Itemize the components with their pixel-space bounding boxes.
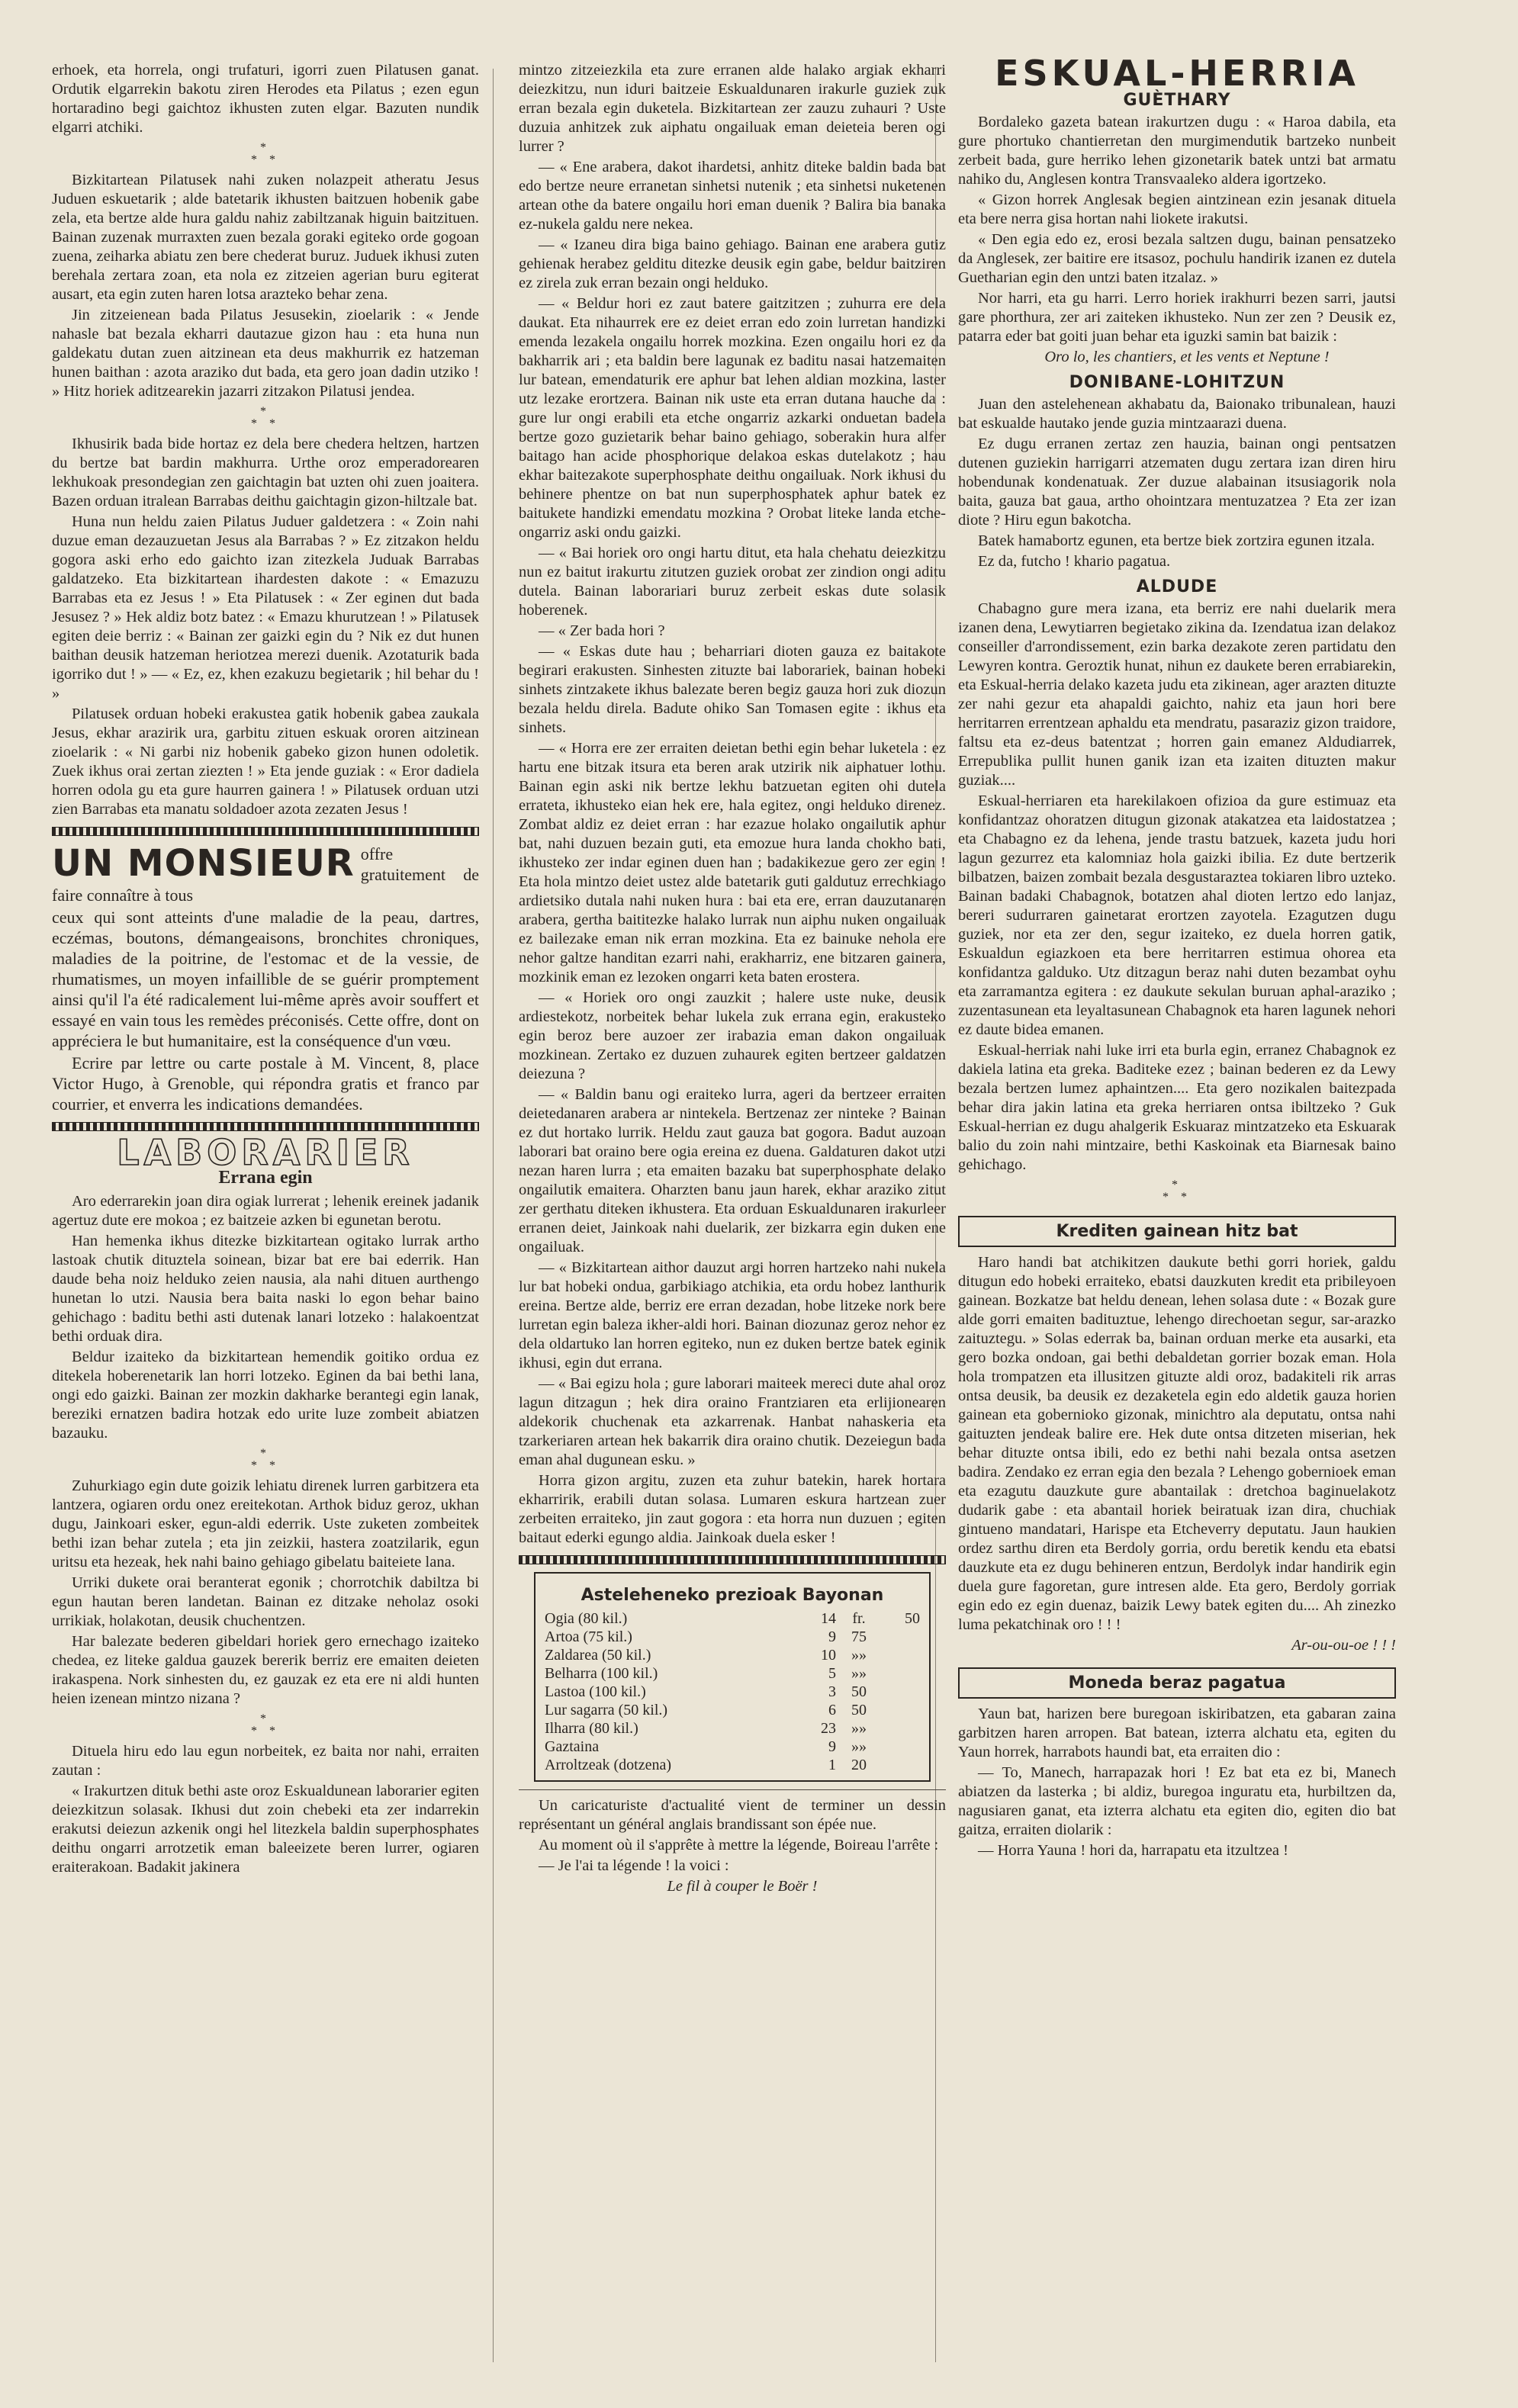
- article-text: Batek hamabortz egunen, eta bertze biek zortzira egunen itzala.: [978, 532, 1375, 549]
- article-text: Yaun bat, harizen bere buregoan iskiribatzen, eta gabaran zaina garbitzen haren arropen. Bat batean, izterra alchatu eta, egiten du Yaun horrek, harrabots haundi bat, eta erraiten dio :: [958, 1706, 1396, 1760]
- price-item-name: Ilharra (80 kil.): [545, 1720, 638, 1737]
- article-text: « Gizon horrek Anglesak begien aintzinean ezin jesanak dituela eta bere nerra gisa hortan nahi liokete irakutsi.: [958, 191, 1396, 227]
- article-text: — Horra Yauna ! hori da, harrapatu eta itzultzea !: [978, 1842, 1288, 1859]
- price-item-name: Arroltzeak (dotzena): [545, 1757, 672, 1773]
- article-text: — « Bai horiek oro ongi hartu ditut, eta hala chehatu deiezkitzu nun ez baitut irakurtu zitutzen guziek orobat zer zindion ongi aditu dutela. Bainan laborariari buruz zerbeit eskas dute solasik hoberenek.: [519, 545, 946, 619]
- price-item-value: 3: [828, 1683, 836, 1700]
- column-2: [519, 61, 946, 1898]
- price-item-name: Lastoa (100 kil.): [545, 1683, 646, 1700]
- asterism: * * *: [251, 1712, 280, 1738]
- article-text: Huna nun heldu zaien Pilatus Juduer galdetzera : « Zoin nahi duzue eman dezauzuetan Jesus ala Barrabas ? » Ez zitzakon heldu gogora aski erho edo gaichto izan zitezkela Juduak Barrabas galdatzeko. Eta bizkitartean ihardesten dakote : « Emazuzu Barrabas eta ez Jesus ! » Eta Pilatusek : « Zer eginen dut bada Jesusez ? » Hek aldiz botz batez : « Emazu khurutzean ! » Pilatusek egiten deie berriz : « Bainan zer gaizki egin du ? Nik ez dut hunen baithan deusik hatzeman heriotzea merezi duenik. Azotaturik bada igorriko dut ! » — « Ez, ez, khen ezakuzu begietarik ; hil behar du ! »: [52, 513, 479, 702]
- price-row: [545, 1756, 920, 1774]
- article-text: Nor harri, eta gu harri. Lerro horiek irakhurri bezen sarri, jautsi gare phorthura, zer ari zaiteken ikhusteko. Nun zer zen ? Deusik ez, patarra eder bat goiti juan behar eta iguzki samin bat baizik :: [958, 290, 1396, 345]
- price-item-cents: [882, 1719, 920, 1738]
- divider: [519, 1789, 946, 1790]
- price-rows: [545, 1609, 920, 1774]
- price-item-value: 9: [828, 1738, 836, 1755]
- article-text: — « Bizkitartean aithor dauzut argi horren hartzeko nahi nukela lur bat hobeki ondua, garbikiago atchikia, eta ordu hobez lanthurik ereina. Bertze alde, berriz ere erran dezadan, hobe litzeke nork bere lurretan egin baleza ikher-aldi hori. Bainan diozunaz geroz nehor ez dela oldartuko lan horren egiteko, nun ez duken bertze batek eginik ikhusi, egin dut errana.: [519, 1259, 946, 1371]
- article-text: — « Eskas dute hau ; beharriari dioten gauza ez baitakote begirari erakusten. Sinhesten zituzte bai laborariek, bainan hobeki sinhets zintzakete ikhus balezate beren begiz gauza hori zuk diozun bezala heldu direla. Badute ohiko San Tomasen egite : ikhus eta sinhets.: [519, 643, 946, 736]
- boxed-title: [958, 1667, 1396, 1699]
- section-title-guethary: GUÈTHARY: [1123, 91, 1231, 110]
- article-text: mintzo zitzeiezkila eta zure erranen alde halako argiak ekharri deiezkitzu, nun iduri baitzeie Eskualdunaren irakurle guziek zuk erran bezala egin duketela. Bizkitartean zer zauzu zuhauri ? Uste duzuia anhitzek zuk aiphatu ongailuak eman deieteia beren ogi lurrer ?: [519, 62, 946, 155]
- price-item-cents: [882, 1701, 920, 1719]
- article-text: Haro handi bat atchikitzen daukute bethi gorri horiek, galdu ditugun edo hobeki erraiteko, ebatsi dauzkuten kredit eta pribileyoen gainean. Bozkatze bat heldu denean, lehen solasa dute : « Bozak gure alde gorri emaiten badituztue, lehengo direchoetan segur, sar-arazko zaituztegu. » Solas ederrak ba, bainan orduan merke eta ausarki, eta gero bozka ondoan, gai bethi debaldetan gorrier bozak eman. Hola hola trompatzen eta illusitzen gituzte aldi oroz, badakiteli rik arras ontsa deusik, ba deusik ez dezaketela egin edo aldetik gauza horien gainean eta gobernioko gizonak, minichtro ala deputatu, ontsa nahi gaituzten jendeak balire ere. Hek dute ontsa ditzeten miserian, hek behar dituzte ontsa ibili, edo ez bethi nahi bezala ontsa asetzen badira. Zendako ez erran egia den bezala ? Lehengo gobernioek eman eta ezagutu dauzkute gure abantailak : dretchoa baginuelakotz dudarik gabe : eta abantail horiek beiratuak izan dira, chuchiak gintueno mandatari, Harispe eta Etcheverry deputatu. Jaun haukien ordez sarthu diren eta Berdoly gorria, ordu beretik kendu eta ebatsi dauzkute eta ez dugu behineren entzun, Berdolyk indar handirik egin duela gure fagoretan, gure intresen alde. Eta gero, Berdoly gorriak egin edo ez egin duenaz, baizik Lewy batek egiten du.... Ah zinezko luma pekatchinak oro ! ! !: [958, 1254, 1396, 1633]
- price-item-name: Lur sagarra (50 kil.): [545, 1702, 668, 1718]
- article-text: Aro ederrarekin joan dira ogiak lurrerat ; lehenik ereinek jadanik agertuz dute ere mokoa ; ez baitzeie azken bi egunetan berotu.: [52, 1193, 479, 1229]
- column-rule: [493, 69, 494, 2362]
- price-item-cents: [882, 1738, 920, 1756]
- section-title-kredit: Krediten gainean hitz bat: [1056, 1222, 1298, 1241]
- asterism: * * *: [251, 1447, 280, 1472]
- price-item-cents: [882, 1664, 920, 1683]
- price-item-value: 14: [821, 1610, 836, 1627]
- price-row: [545, 1683, 920, 1701]
- article-text: Bizkitartean Pilatusek nahi zuken nolazpeit atheratu Jesus Juduen eskuetarik ; alde batetarik ikhusten baitzuen hobenik gabe zela, eta bertze alde hura galdu nahiz zabiltzanak higuin baitzituen. Bainan zuzenak murraxten zuen bezala goraki egiteko orde gogoan zuena, zeiharka abiatu zen bere chederat buruz. Juduek ikhusi zuten berehala zertara zoan, eta nola ez zitzeien agerian buru egiterat ausart, eta egin zuten haren lotsa arazteko behar zena.: [52, 172, 479, 303]
- price-item-value: 6: [828, 1702, 836, 1718]
- article-text: Juan den astelehenean akhabatu da, Baionako tribunalean, hauzi bat eskualde hautako jende guzia mintzaarazi duena.: [958, 396, 1396, 432]
- article-text: Zuhurkiago egin dute goizik lehiatu direnek lurren garbitzera eta lantzera, ogiaren ordu onez ereitekotan. Arthok biduz geroz, ukhan dugu, Jainkoari esker, egun-aldi ederrik. Uste zuketen zombeitek bethi izan behar zutela ; eta jin zeizkii, hastera zoatzilarik, egun uritsu eta hezeak, hek nahi baino gehiago gibelatu baiteiete lana.: [52, 1477, 479, 1571]
- price-item-unit: »»: [851, 1665, 867, 1682]
- boxed-title: [958, 1216, 1396, 1247]
- article-text: Ez da, futcho ! khario pagatua.: [978, 553, 1171, 570]
- price-item-unit: 50: [851, 1683, 867, 1700]
- article-text: Dituela hiru edo lau egun norbeitek, ez baita nor nahi, erraiten zautan :: [52, 1743, 479, 1779]
- ad-lead: offre gratuitement de faire connaître à tous: [52, 844, 479, 905]
- article-text: Ikhusirik bada bide hortaz ez dela bere chedera heltzen, hartzen du bertze bat bardin makhurra. Urthe oroz emperadorearen lekhukoak presondegian zen gaichtagin bat uzten ohi zuen joaitera. Bazen orduan itralean Barrabas deithu gaichtagin gizon-hiltzale bat.: [52, 436, 479, 510]
- section-title-donibane: DONIBANE-LOHITZUN: [1069, 373, 1285, 392]
- section-title: LABORARIER: [117, 1132, 414, 1173]
- ad-headline: UN MONSIEUR: [52, 842, 355, 885]
- article-text: « Irakurtzen dituk bethi aste oroz Eskualdunean laborarier egiten deiezkitzun solasak. Ikhusi dut zoin chebeki eta zer indarrekin erakutsi deiezun azkenik ongi hel litezkela baldin superphosphates deithu ongarri arrotzetik eman baleeizete beren lurrer, ogiaren eraiterakoan. Badakit jakinera: [52, 1783, 479, 1876]
- masthead: ESKUAL-HERRIA: [995, 53, 1359, 94]
- section-divider: [52, 1122, 479, 1131]
- anecdote-text: Un caricaturiste d'actualité vient de terminer un dessin représentant un général anglais brandissant son épée nue.: [519, 1797, 946, 1833]
- section-divider: [52, 827, 479, 836]
- signature: Ar-ou-ou-oe ! ! !: [1291, 1637, 1396, 1654]
- price-item-value: 9: [828, 1628, 836, 1645]
- price-row: [545, 1701, 920, 1719]
- article-text: Har balezate bederen gibeldari horiek gero ernechago izaiteko chedea, ez liteke galdua gauzek bererik berriz ere emaiten deieten irakaspena. Nork sinhesten du, ez gauzak ez eta ere ni aldi hunten heien izenean mintzo nizana ?: [52, 1633, 479, 1707]
- verse-line: Oro lo, les chantiers, et les vents et Neptune !: [1044, 349, 1330, 365]
- column-3: [958, 53, 1396, 1862]
- price-item-unit: fr.: [852, 1610, 866, 1627]
- price-item-unit: »»: [851, 1720, 867, 1737]
- article-text: Han hemenka ikhus ditezke bizkitartean ogitako lurrak artho lastoak chutik dituztela soinean, bizar bat ere bai ederrik. Han daude beha noiz helduko zeien nausia, ala nahi dituen aurthengo hunetan lo utzi. Nausia bera baita naski lo egon behar baino gehichago : baditu bethi asti dutenak lanari lotzeko : halakoentzat bethi orduak dira.: [52, 1233, 479, 1345]
- article-text: — « Zer bada hori ?: [539, 622, 665, 639]
- article-text: — « Horra ere zer erraiten deietan bethi egin behar luketela : ez hartu ene bitzak itsura eta beren arak utzirik nik aiphatuer lothu. Bainan egin aski nik bertze lekhu batzuetan egiten ohi dutela errateta, ikhusteko eian hek ere, hala egitez, ongi helduko direnez. Zombat aldiz ez deiet erran : har ezazue holako ongailutik aphur bat, nahi duzuen bezain guti, eta emozue hura landa chokho bati, ikhusteko zer indar eginen duen han ; badakikezue gero zer egin ! Eta hola mintzo deiet ustez alde batetarik guti galdutuz errechkiago ardietsiko dutala nahi nuken hura : bai eta ere, erran dauzutanaren arabera, gertha baititezke halako lurrak nun aiphu nuken ongailuak ez bailezake eman nik erran mozkina. Eta ez bainuke nehola ere nehor galtze handitan ezarri nahi, erakharriz, ene bitzaren gainera, mozkinik eman ez lezoken ongarri keta baten erostera.: [519, 740, 946, 985]
- article-text: erhoek, eta horrela, ongi trufaturi, igorri zuen Pilatusen ganat. Ordutik elgarrekin bakotu ziren Herodes eta Pilatus ; ezen egun hortaradino begi gaichtoz ikhusten zuten elgar. Bazuten nundik elgarri atchiki.: [52, 62, 479, 136]
- price-row: [545, 1628, 920, 1646]
- price-item-name: Zaldarea (50 kil.): [545, 1647, 651, 1664]
- price-item-unit: 75: [851, 1628, 867, 1645]
- price-item-name: Belharra (100 kil.): [545, 1665, 658, 1682]
- ad-contact: Ecrire par lettre ou carte postale à M. Vincent, 8, place Victor Hugo, à Grenoble, qui répondra gratis et franco par courrier, et enverra les indications demandées.: [52, 1053, 479, 1114]
- column-1: [52, 61, 479, 1879]
- price-item-unit: 50: [851, 1702, 867, 1718]
- price-row: [545, 1609, 920, 1628]
- price-row: [545, 1664, 920, 1683]
- ad-body: ceux qui sont atteints d'une maladie de la peau, dartres, eczémas, boutons, démangeaisons, bronchites chroniques, maladies de la poitrine, de l'estomac et de la vessie, de rhumatismes, un moyen infaillible de se guérir promptement ainsi qu'il l'a été radicalement lui-même après avoir souffert et essayé en vain tous les remèdes préconisés. Cette offre, dont on appréciera le but humanitaire, est la conséquence d'un vœu.: [52, 908, 479, 1050]
- price-item-unit: »»: [851, 1738, 867, 1755]
- section-title-aldude: ALDUDE: [1136, 577, 1218, 596]
- price-item-cents: [882, 1756, 920, 1774]
- article-text: — « Bai egizu hola ; gure laborari maiteek mereci dute ahal oroz lagun ditzagun ; hek dira oraino Frantziaren eta erlijionearen aldekorik chuchenak eta azkarrenak. Hanbat nahaskeria eta tzarkeriaren artean hek bakarrik dira oraino chutik. Dezeiegun bada eman ahal dugunean esku. »: [519, 1375, 946, 1468]
- article-text: Chabagno gure mera izana, eta berriz ere nahi duelarik mera izanen dena, Lewytiarren begietako zikina da. Izendatua izan delakoz conseiller d'arrondissement, ezin barka dezakote zeren partidatu den Lewyren kontra. Geroztik hunat, nihun ez daukete beren errabiarekin, eta Eskual-herria delako kazeta judu eta zikinean, ager arazten dituzte zer nahi gezur eta ahapaldi gaichto, nahiz eta jaun hori bere herritarren errentzean aphaldu eta mendratu, pasaraziz gizon traidore, faltsu eta ez-deus batentzat ; horren gain emanez Aldudiarrek, Errepublika pullit hunen ganik izan eta izaiten dituzten makur guziak....: [958, 600, 1396, 789]
- article-text: Urriki dukete orai beranterat egonik ; chorrotchik dabiltza bi egun hautan beren landetan. Bainan ez ditzake neholaz osoki urrikiak, holakotan, deusik chuchentzen.: [52, 1574, 479, 1629]
- article-text: Eskual-herriak nahi luke irri eta burla egin, erranez Chabagnok ez dakiela latina eta greka. Baditeke ezez ; bainan bederen ez da Lewy bezala bertzen lumez aphaintzen.... Eta gero nozikalen baitezpada behar dira jakin latina eta greka herriaren ontsa ibiltzeko ? Guk Eskual-herrian ez dugu ahalgerik Eskuaraz mintzatzeko eta Eskuarak balio du zoin nahi mintzaire, bethi Kaskoinak eta Biarnesak baino gehichago.: [958, 1042, 1396, 1173]
- article-text: — « Horiek oro ongi zauzkit ; halere uste nuke, deusik ardiestekotz, norbeitek behar lukela zuk errana egin, erakusteko egin beroz bere auzoer zer irabazia eman dakon ongailuak mozkinean. Zertako ez duzuen zuhaurek egiten bertzeer galdatzen deiezuna ?: [519, 989, 946, 1082]
- article-text: Jin zitzeienean bada Pilatus Jesusekin, zioelarik : « Jende nahasle bat bezala ekharri dautazue gizon hau : eta huna nun galdekatu dutan zuen aitzinean eta deus makhurrik ez hatzeman hunen baithan : azota araziko dut bada, eta gero joan dadin utziko ! » Hitz horiek aditzearekin jazarri zitzakon Pilatusi jendea.: [52, 307, 479, 400]
- price-item-cents: [882, 1683, 920, 1701]
- article-text: Bordaleko gazeta batean irakurtzen dugu : « Haroa dabila, eta gure phortuko chantierretan den murgimendutik bartzeko nunbeit zerbeit bada, gure herriko lehen gizonetarik batek untzi bat armatu nahiko du, Anglesen kontra Transvaaleko aldera igortzeko.: [958, 114, 1396, 188]
- article-text: Eskual-herriaren eta harekilakoen ofizioa da gure estimuaz eta konfidantzaz ohoratzen ditugun gizonak atakatzea eta laidostatzea ; eta Chabagno ez da lehena, jende trastu batzuek, kazeta judu hori lagun gezurrez eta kalomniaz hola gaizki ibilia. Ez dute bertzerik bilbatzen, baizen zombait bezala desgustaraztea tokiaren libro uzteko. Bainan badaki Chabagnok, botatzen ahal dioten lertzo edo lanjaz, bereri sudurraren gainetarat erortzen zayotela. Ezagutzen dugu guziek, nor eta zer den, segur izaiteko, ez duela horren gatik, Eskualdun egiazkoen eta bere herritarren estimua ohorea eta konfidantza galduko. Utz ditzagun beraz nahi duten bezambat oyhu eta zarramantza egitera : ez daukute sekulan buruan aphal-araziko ; zuzentasunean eta leyaltasunean Chabagnok eta haren lagunek nehori ez daute bidea emanen.: [958, 792, 1396, 1038]
- section-title-moneda: Moneda beraz pagatua: [1068, 1673, 1286, 1693]
- advertisement: [52, 844, 479, 1114]
- price-table-title: Asteleheneko prezioak Bayonan: [581, 1586, 884, 1605]
- price-row: [545, 1646, 920, 1664]
- price-item-value: 1: [828, 1757, 836, 1773]
- asterism: * * *: [251, 141, 280, 166]
- price-item-cents: [882, 1628, 920, 1646]
- price-item-name: Artoa (75 kil.): [545, 1628, 632, 1645]
- price-item-name: Gaztaina: [545, 1738, 600, 1755]
- price-item-cents: [882, 1646, 920, 1664]
- caricature-anecdote: [519, 1796, 946, 1896]
- anecdote-text: Au moment où il s'apprête à mettre la légende, Boireau l'arrête :: [539, 1837, 939, 1853]
- price-item-value: 5: [828, 1665, 836, 1682]
- price-row: [545, 1738, 920, 1756]
- price-row: [545, 1719, 920, 1738]
- price-item-name: Ogia (80 kil.): [545, 1610, 628, 1627]
- article-text: — « Izaneu dira biga baino gehiago. Bainan ene arabera gutiz gehienak herabez gelditu ditezke deusik egin gabe, beldur baitziren ez zirela zuk erran bezain ongi helduko.: [519, 236, 946, 291]
- anecdote-legend: Le fil à couper le Boër !: [667, 1878, 818, 1895]
- asterism: * * *: [251, 405, 280, 430]
- article-text: — « Baldin banu ogi eraiteko lurra, ageri da bertzeer erraiten deietedanaren arabera ar nintekela. Bertzenaz zer ninteke ? Bainan ez dut hortako lurrik. Heldu zaut gauza bat gogora. Badut auzoan laborari bat oraino bere ogia ereina ez duena. Galdaturen dakot utzi nezan haren lurra ; eta emaiten bazaku bat superphosphate delako ongailutik emaitera. Oharzten banu jaun harek, ekhar araziko zitut zer gerthatu diteken ikhustera. Eta orduan Eskualdunaren irakurleer erranen deiet, Jainkoak nahi duelarik, zer bizkarra egin duken ene ongailuak.: [519, 1086, 946, 1255]
- article-text: Horra gizon argitu, zuzen eta zuhur batekin, harek hortara ekharririk, erabili dutan solasa. Lumaren eskura hartzean zuer zerbeiten erraiteko, jin zaut gogora : eta horra nun duzuen ; egiten baitaut ederki egungo aldia. Jainkoak duela esker !: [519, 1472, 946, 1546]
- price-item-unit: »»: [851, 1647, 867, 1664]
- article-text: « Den egia edo ez, erosi bezala saltzen dugu, bainan pensatzeko da Anglesek, zer baitire ere itsasoz, pochulu handirik izanen ez dutela Guetharian egin den untzi baten itzalaz. »: [958, 231, 1396, 286]
- section-divider: [519, 1555, 946, 1564]
- article-text: Pilatusek orduan hobeki erakustea gatik hobenik gabea zaukala Jesus, ekhar arazirik ura, garbitu zituen eskuak ororen aitzinean zioelarik : « Ni garbi niz hobenik gabeko gizon hunen odoletik. Zuek ikhus orai zertan ziezten ! » Eta jende guziak : « Eror dadiela horren odola gu eta gure haurren gainera ! » Pilatusek orduan utzi zien Barrabas eta manatu soldadoer azota zezaten Jesus !: [52, 706, 479, 818]
- article-text: — « Ene arabera, dakot ihardetsi, anhitz diteke baldin bada bat edo bertze neure erranetan sinhetsi nutenik ; eta sinhetsi nuketenen artean othe da batere ongailu hori eman duenik ? Balira bia banaka ez-nukela galdu nere nekea.: [519, 159, 946, 233]
- price-item-value: 10: [821, 1647, 836, 1664]
- article-text: Ez dugu erranen zertaz zen hauzia, bainan ongi pentsatzen dutenen guziekin harrigarri atzematen dugu zertara izan diren hiru hobendunak kondenatuak. Zer duzue alabainan itsusiagorik nola baita, gauza bat gaua, artho ohointzara mentuzatzea ? Eta zer izan diote ? Hiru egun bakotcha.: [958, 436, 1396, 529]
- asterism: * * *: [1163, 1178, 1192, 1204]
- anecdote-text: — Je l'ai ta légende ! la voici :: [539, 1857, 729, 1874]
- price-item-cents: 50: [905, 1610, 920, 1627]
- article-title: Errana egin: [218, 1168, 313, 1188]
- article-text: — « Beldur hori ez zaut batere gaitzitzen ; zuhurra ere dela daukat. Eta nihaurrek ere ez deiet erran edo zoin lurretan handizki emenda lezakela ongailu horrek mozkina. Ezen ongailu hori ez da bakharrik ari ; eta baldin bere lagunak ez baditu nasai hatzemaiten lur batean, emendaturik ere aphur bat lehen aldian mozkina, laster utz lezake erortzera. Bainan nik uste eta erran dutana hauche da : gure lur ongi erabili eta etche ongarriz azkarki onduetan badela bertze gozo guzietarik behar baino gehiago, soberakin hura alfer baitago han acide phosphorique delakoa eskas dutelakotz ; hau ekhar baitezakote superphosphate deithu ongailuak. Nork ikhusi du behinere phentze on bat nun superphosphatek aphur batek ez baitukete handizki emendatu mozkina ? Orobat liteke landa etche-ongarriz aski ondu gaizki.: [519, 295, 946, 541]
- price-item-value: 23: [821, 1720, 836, 1737]
- price-item-unit: 20: [851, 1757, 867, 1773]
- article-text: Beldur izaiteko da bizkitartean hemendik goitiko ordua ez ditekela hoberenetarik lan horri lotzeko. Eginen da bai bethi lana, ongi edo gaizki. Bainan zer mozkin dakharke berantegi egin lanak, bereziki ernatzen badira hotzak edo urite luze zombeit abiatzen bazauku.: [52, 1349, 479, 1442]
- article-text: — To, Manech, harrapazak hori ! Ez bat eta ez bi, Manech abiatzen da lasterka ; bi aldiz, buregoa inguratu eta, hurbiltzen da, nagusiaren ganat, eta izterra alchatu eta egiten dio, egiten dio bat gaitza, erraiten diolarik :: [958, 1764, 1396, 1838]
- price-table: [534, 1572, 931, 1782]
